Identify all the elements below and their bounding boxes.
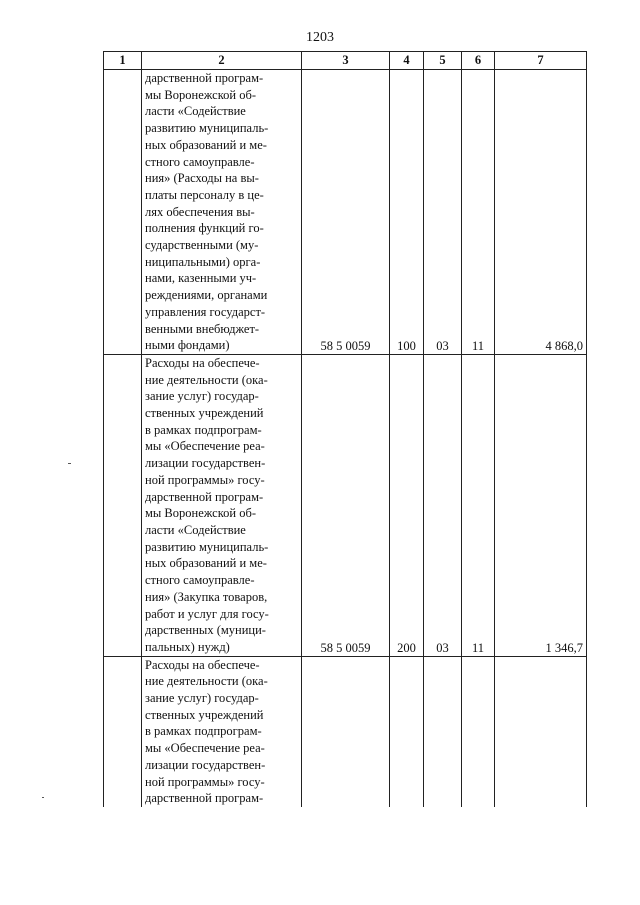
description-line: полнения функций го- — [145, 221, 264, 236]
description-line: Расходы на обеспече- — [145, 657, 260, 672]
section-cell — [424, 656, 462, 807]
description-line: венными внебюджет- — [145, 321, 260, 336]
description-line: ние деятельности (ока- — [145, 674, 268, 689]
section-cell: 03 — [424, 70, 462, 355]
description-line: стного самоуправле- — [145, 154, 255, 169]
description-line: мы «Обеспечение реа- — [145, 439, 265, 454]
column-header: 3 — [302, 52, 390, 70]
description-line: мы Воронежской об- — [145, 87, 256, 102]
description-line: ных образований и ме- — [145, 556, 267, 571]
description-line: пальных) нужд) — [145, 639, 230, 654]
column-header: 2 — [142, 52, 302, 70]
description-cell — [142, 656, 302, 807]
description-line: сударственными (му- — [145, 238, 259, 253]
description-line: ласти «Содействие — [145, 104, 246, 119]
description-line: зание услуг) государ- — [145, 691, 259, 706]
description-line: дарственной програм- — [145, 71, 264, 85]
description-line: в рамках подпрограм- — [145, 422, 262, 437]
column-header: 4 — [390, 52, 424, 70]
column-header: 6 — [462, 52, 495, 70]
description-line: зание услуг) государ- — [145, 389, 259, 404]
budget-table — [103, 51, 587, 807]
row-index-cell — [104, 70, 142, 355]
expense-type-cell — [390, 656, 424, 807]
description-line: лизации государствен- — [145, 456, 266, 471]
subsection-cell: 11 — [462, 354, 495, 656]
description-line: дарственной програм- — [145, 791, 264, 806]
table-row — [104, 70, 587, 355]
description-line: работ и услуг для госу- — [145, 606, 269, 621]
description-line: дарственных (муници- — [145, 623, 266, 638]
expense-type-cell: 100 — [390, 70, 424, 355]
column-header: 7 — [495, 52, 587, 70]
description-line: ной программы» госу- — [145, 774, 265, 789]
description-line: ние деятельности (ока- — [145, 372, 268, 387]
description-line: дарственной програм- — [145, 489, 264, 504]
subsection-cell — [462, 656, 495, 807]
description-line: мы Воронежской об- — [145, 506, 256, 521]
table-row — [104, 656, 587, 807]
description-line: ласти «Содействие — [145, 522, 246, 537]
target-code-cell — [302, 656, 390, 807]
description-line: ственных учреждений — [145, 707, 264, 722]
description-line: нами, казенными уч- — [145, 271, 257, 286]
description-line: мы «Обеспечение реа- — [145, 741, 265, 756]
header-row — [104, 52, 587, 70]
description-line: лизации государствен- — [145, 757, 266, 772]
description-line: управления государст- — [145, 304, 266, 319]
table-row — [104, 354, 587, 656]
description-cell — [142, 354, 302, 656]
scan-speck — [42, 797, 44, 798]
description-line: в рамках подпрограм- — [145, 724, 262, 739]
description-line: ных образований и ме- — [145, 137, 267, 152]
page-number: 1203 — [306, 30, 334, 45]
description-line: лях обеспечения вы- — [145, 204, 255, 219]
description-line: ния» (Расходы на вы- — [145, 171, 259, 186]
description-line: ными фондами) — [145, 338, 230, 353]
row-index-cell — [104, 354, 142, 656]
description-line: ственных учреждений — [145, 406, 264, 421]
description-line: реждениями, органами — [145, 288, 268, 303]
description-cell — [142, 70, 302, 355]
column-header: 1 — [104, 52, 142, 70]
expense-type-cell: 200 — [390, 354, 424, 656]
target-code-cell: 58 5 0059 — [302, 354, 390, 656]
column-header: 5 — [424, 52, 462, 70]
amount-cell — [495, 656, 587, 807]
description-line: ниципальными) орга- — [145, 254, 261, 269]
amount-cell: 1 346,7 — [495, 354, 587, 656]
description-line: развитию муниципаль- — [145, 121, 269, 136]
description-line: платы персоналу в це- — [145, 187, 264, 202]
amount-cell: 4 868,0 — [495, 70, 587, 355]
scan-speck — [68, 463, 71, 464]
section-cell: 03 — [424, 354, 462, 656]
description-line: ной программы» госу- — [145, 472, 265, 487]
row-index-cell — [104, 656, 142, 807]
subsection-cell: 11 — [462, 70, 495, 355]
target-code-cell: 58 5 0059 — [302, 70, 390, 355]
description-line: стного самоуправле- — [145, 573, 255, 588]
description-line: Расходы на обеспече- — [145, 355, 260, 370]
description-line: ния» (Закупка товаров, — [145, 589, 268, 604]
description-line: развитию муниципаль- — [145, 539, 269, 554]
